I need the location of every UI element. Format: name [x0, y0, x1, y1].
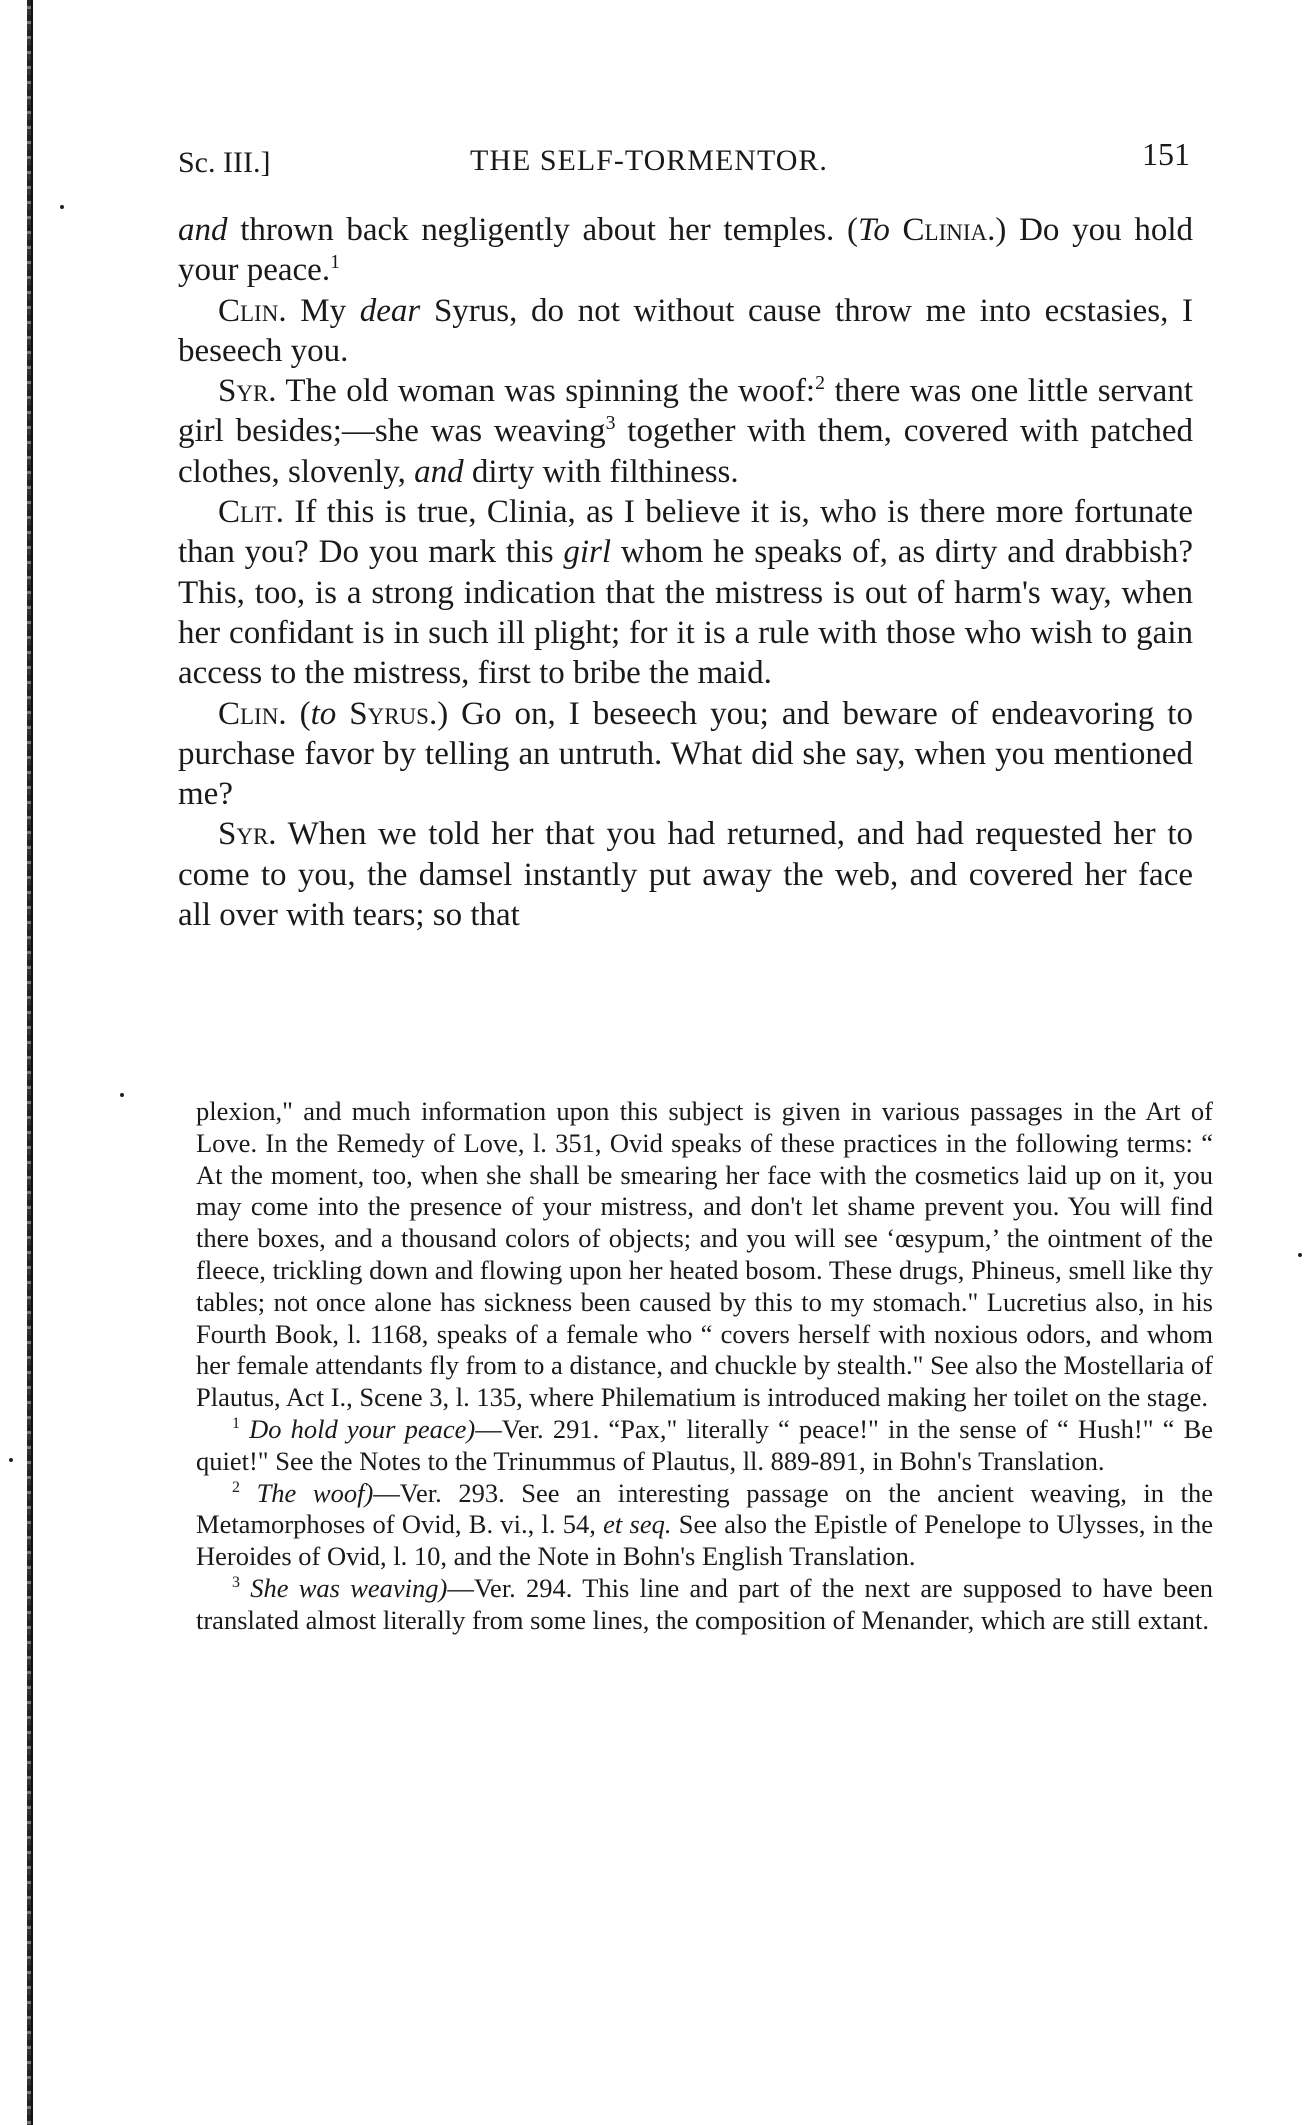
speaker-label: Clit. [218, 494, 285, 531]
footnote: $^2$ The woof)—Ver. 293. See an interesting passage on the ancient weaving, in the Metamorphoses of Ovid, B. vi., l. 54, et seq. See also the Epistle of Penelope to Ulysses, in the Heroides of Ovid, l. 10, and the Note in Bohn's English Translation. [196, 1477, 1214, 1572]
book-binding-edge [0, 0, 33, 2125]
paragraph: Clin. (to Syrus.) Go on, I beseech you; and beware of endeavoring to purchase favor by telling an untruth. What did she say, when you mentioned me? [178, 695, 1193, 813]
paragraph: Syr. The old woman was spinning the woof:$^2$ there was one little servant girl besides;—she was weaving$^3$ together with them, covered with patched clothes, slovenly, and dirty with filthiness. [178, 372, 1193, 490]
main-text [178, 210, 1193, 935]
paragraph: and thrown back negligently about her temples. (To Clinia.) Do you hold your peace.$^1$ [178, 212, 1193, 289]
scene-label: Sc. III.] [178, 146, 271, 179]
running-title: THE SELF-TORMENTOR. [470, 144, 828, 177]
scan-speck [60, 205, 64, 209]
footnote-number: 1 [232, 1415, 240, 1433]
paragraph: Clit. If this is true, Clinia, as I believe it is, who is there more fortunate than you? Do you mark this girl whom he speaks of, as dirty and drabbish? This, too, is a strong indication that the mistress is out of harm's way, when her confidant is in such ill plight; for it is a rule with those who wish to gain access to the mistress, first to bribe the maid. [178, 494, 1194, 692]
footnote-continuation: plexion," and much information upon this subject is given in various passages in the Art of Love. In the Remedy of Love, l. 351, Ovid speaks of these practices in the following terms: “ At the moment, too, when she shall be smearing her face with the cosmetics laid up on it, you may come into the presence of your mistress, and don't let shame prevent you. You will find there boxes, and a thousand colors of objects; and you will see ‘œsypum,’ the ointment of the fleece, trickling down and flowing upon her heated bosom. These drugs, Phineus, smell like thy tables; not once alone has sickness been caused by this to my stomach." Lucretius also, in his Fourth Book, l. 1168, speaks of a female who “ covers herself with noxious odors, and whom her female attendants fly from to a distance, and chuckle by stealth." See also the Mostellaria of Plautus, Act I., Scene 3, l. 135, where Philematium is introduced making her toilet on the stage. [196, 1096, 1213, 1413]
paragraph: Syr. When we told her that you had returned, and had requested her to come to you, the damsel instantly put away the web, and covered her face all over with tears; so that [178, 816, 1193, 934]
footnote-marker: 3 [605, 412, 616, 435]
footnote: $^1$ Do hold your peace)—Ver. 291. “Pax," literally “ peace!" in the sense of “ Hush!" “ Be quiet!" See the Notes to the Trinummus of Plautus, ll. 889-891, in Bohn's Translation. [196, 1413, 1214, 1476]
page-number: 151 [1142, 136, 1190, 172]
speaker-label: Clin. [218, 695, 287, 732]
scan-speck [120, 1093, 124, 1097]
footnotes [196, 1096, 1213, 1637]
footnote: $^3$ She was weaving)—Ver. 294. This line and part of the next are supposed to have been translated almost literally from some lines, the composition of Menander, which are still extant. [196, 1572, 1213, 1635]
footnote-number: 3 [232, 1574, 240, 1592]
paragraph: Clin. My dear Syrus, do not without cause throw me into ecstasies, I beseech you. [178, 292, 1194, 369]
speaker-label: Syr. [218, 373, 277, 410]
scan-speck [9, 1458, 13, 1462]
speaker-label: Clin. [218, 292, 287, 329]
scan-speck [1298, 1253, 1302, 1257]
running-header [178, 132, 1190, 192]
footnote-marker: 2 [815, 372, 825, 395]
speaker-label: Syr. [218, 816, 277, 853]
footnote-marker: 1 [330, 251, 340, 274]
footnote-number: 2 [232, 1478, 240, 1496]
